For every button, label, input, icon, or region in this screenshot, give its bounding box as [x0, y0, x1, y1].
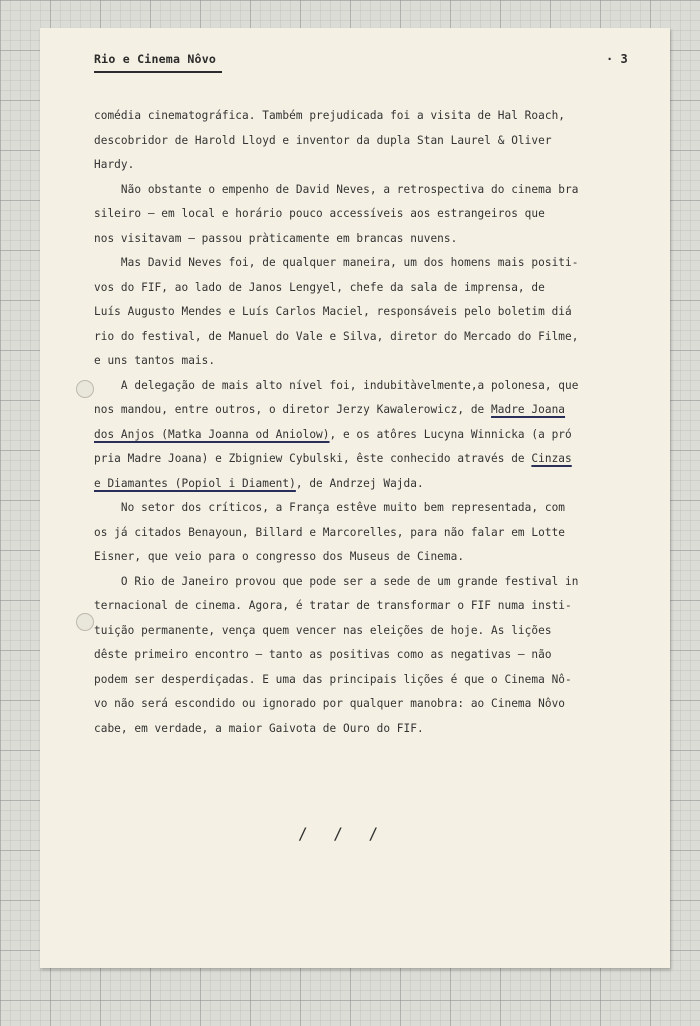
text-line: pria Madre Joana) e Zbigniew Cybulski, êste conhecido através de Cinzas: [94, 452, 572, 465]
header-underline: [94, 71, 222, 73]
text-line: vo não será escondido ou ignorado por qualquer manobra: ao Cinema Nôvo: [94, 697, 566, 710]
text-line: cabe, em verdade, a maior Gaivota de Ouro do FIF.: [94, 721, 424, 735]
running-header: Rio e Cinema Nôvo: [94, 52, 217, 66]
text-line: comédia cinematográfica. Também prejudicada foi a visita de Hal Roach,: [94, 109, 566, 122]
text-line: nos mandou, entre outros, o diretor Jerzy Kawalerowicz, de Madre Joana: [94, 403, 566, 416]
text-line: vos do FIF, ao lado de Janos Lengyel, chefe da sala de imprensa, de: [94, 280, 545, 294]
text-line: dos Anjos (Matka Joanna od Aniolow), e os atôres Lucyna Winnicka (a pró: [94, 427, 572, 441]
text-line: Mas David Neves foi, de qualquer maneira, um dos homens mais positi-: [94, 256, 579, 269]
text-line: Hardy.: [94, 158, 135, 171]
text-line: e uns tantos mais.: [94, 354, 216, 367]
text-line: Não obstante o empenho de David Neves, a retrospectiva do cinema bra: [94, 182, 579, 196]
text-line: descobridor de Harold Lloyd e inventor da dupla Stan Laurel & Oliver: [94, 133, 552, 147]
text-line: A delegação de mais alto nível foi, indubitàvelmente,a polonesa, que: [94, 378, 579, 392]
text-line: ternacional de cinema. Agora, é tratar de transformar o FIF numa insti-: [94, 599, 572, 612]
text-line: No setor dos críticos, a França estêve muito bem representada, com: [94, 501, 566, 514]
text-line: dêste primeiro encontro — tanto as positivas como as negativas — não: [94, 648, 552, 661]
text-line: rio do festival, de Manuel do Vale e Silva, diretor do Mercado do Filme,: [94, 329, 579, 343]
text-line: Eisner, que veio para o congresso dos Museus de Cinema.: [94, 550, 465, 563]
punch-hole-bottom: [76, 613, 94, 631]
closing-mark: / / /: [298, 824, 387, 843]
page-number: · 3: [606, 52, 628, 66]
text-line: nos visitavam — passou pràticamente em brancas nuvens.: [94, 231, 458, 245]
text-line: podem ser desperdiçadas. E uma das principais lições é que o Cinema Nô-: [94, 672, 572, 686]
text-line: os já citados Benayoun, Billard e Marcorelles, para não falar em Lotte: [94, 525, 566, 539]
text-line: tuição permanente, vença quem vencer nas eleições de hoje. As lições: [94, 623, 552, 637]
document-page: [40, 28, 670, 968]
text-line: e Diamantes (Popiol i Diament), de Andrzej Wajda.: [94, 476, 424, 490]
text-line: O Rio de Janeiro provou que pode ser a sede de um grande festival in: [94, 574, 579, 588]
text-line: sileiro — em local e horário pouco accessíveis aos estrangeiros que: [94, 207, 545, 220]
punch-hole-top: [76, 380, 94, 398]
text-line: Luís Augusto Mendes e Luís Carlos Maciel, responsáveis pelo boletim diá: [94, 305, 572, 318]
body-text: [94, 104, 642, 741]
